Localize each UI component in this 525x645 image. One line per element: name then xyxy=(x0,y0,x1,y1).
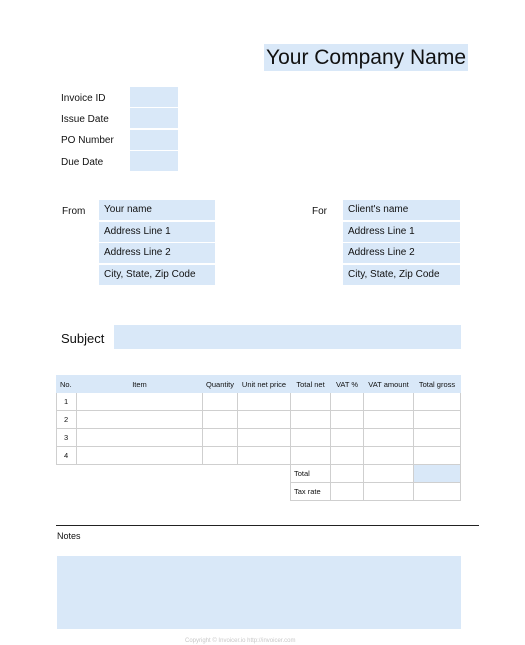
issue-date-label: Issue Date xyxy=(61,114,109,125)
invoice-id-field[interactable] xyxy=(130,87,178,107)
total-label: Total xyxy=(291,465,331,483)
tax-rate-vat-amount-cell[interactable] xyxy=(364,483,414,501)
tax-rate-vat-percent-cell[interactable] xyxy=(331,483,364,501)
total-row xyxy=(57,465,461,483)
tax-rate-label: Tax rate xyxy=(291,483,331,501)
vat-amount-cell[interactable] xyxy=(364,429,414,447)
quantity-cell[interactable] xyxy=(203,393,238,411)
client-name-field[interactable]: Client's name xyxy=(343,200,460,220)
subject-label: Subject xyxy=(61,331,105,346)
header-no: No. xyxy=(57,376,77,393)
header-vat-amount: VAT amount xyxy=(364,376,414,393)
from-name-field[interactable]: Your name xyxy=(99,200,215,220)
client-address-line-2-field[interactable]: Address Line 2 xyxy=(343,243,460,263)
vat-amount-cell[interactable] xyxy=(364,447,414,465)
due-date-label: Due Date xyxy=(61,157,104,168)
item-cell[interactable] xyxy=(77,411,203,429)
from-address-line-1-field[interactable]: Address Line 1 xyxy=(99,222,215,242)
total-net-cell[interactable] xyxy=(291,411,331,429)
table-row xyxy=(57,447,461,465)
unit-price-cell[interactable] xyxy=(238,429,291,447)
from-label: From xyxy=(62,206,86,217)
total-gross-cell[interactable] xyxy=(414,411,461,429)
from-city-field[interactable]: City, State, Zip Code xyxy=(99,265,215,285)
subject-field[interactable] xyxy=(114,325,461,349)
notes-field[interactable] xyxy=(57,556,461,629)
header-quantity: Quantity xyxy=(203,376,238,393)
row-number: 4 xyxy=(57,447,77,465)
unit-price-cell[interactable] xyxy=(238,411,291,429)
items-table xyxy=(56,375,461,501)
total-net-cell[interactable] xyxy=(291,447,331,465)
vat-percent-cell[interactable] xyxy=(331,393,364,411)
table-row xyxy=(57,429,461,447)
vat-amount-cell[interactable] xyxy=(364,411,414,429)
quantity-cell[interactable] xyxy=(203,411,238,429)
issue-date-field[interactable] xyxy=(130,108,178,128)
notes-label: Notes xyxy=(57,531,81,541)
footer-copyright: Copyright © Invoicer.io http://invoicer.com xyxy=(185,638,296,644)
header-unit-net-price: Unit net price xyxy=(238,376,291,393)
po-number-label: PO Number xyxy=(61,135,114,146)
item-cell[interactable] xyxy=(77,447,203,465)
quantity-cell[interactable] xyxy=(203,429,238,447)
client-address-line-1-field[interactable]: Address Line 1 xyxy=(343,222,460,242)
header-item: Item xyxy=(77,376,203,393)
total-net-cell[interactable] xyxy=(291,429,331,447)
row-number: 1 xyxy=(57,393,77,411)
po-number-field[interactable] xyxy=(130,130,178,150)
table-row xyxy=(57,393,461,411)
vat-percent-cell[interactable] xyxy=(331,411,364,429)
unit-price-cell[interactable] xyxy=(238,393,291,411)
row-number: 2 xyxy=(57,411,77,429)
tax-rate-row xyxy=(57,483,461,501)
total-gross-sum-cell[interactable] xyxy=(414,465,461,483)
total-gross-cell[interactable] xyxy=(414,429,461,447)
vat-amount-cell[interactable] xyxy=(364,393,414,411)
item-cell[interactable] xyxy=(77,429,203,447)
table-header-row xyxy=(57,376,461,393)
total-vat-amount-cell[interactable] xyxy=(364,465,414,483)
tax-rate-gross-cell[interactable] xyxy=(414,483,461,501)
quantity-cell[interactable] xyxy=(203,447,238,465)
total-net-cell[interactable] xyxy=(291,393,331,411)
total-vat-percent-cell[interactable] xyxy=(331,465,364,483)
table-row xyxy=(57,411,461,429)
header-total-net: Total net xyxy=(291,376,331,393)
client-city-field[interactable]: City, State, Zip Code xyxy=(343,265,460,285)
for-label: For xyxy=(312,206,327,217)
row-number: 3 xyxy=(57,429,77,447)
divider xyxy=(56,525,479,526)
from-address-line-2-field[interactable]: Address Line 2 xyxy=(99,243,215,263)
vat-percent-cell[interactable] xyxy=(331,429,364,447)
item-cell[interactable] xyxy=(77,393,203,411)
total-gross-cell[interactable] xyxy=(414,393,461,411)
vat-percent-cell[interactable] xyxy=(331,447,364,465)
header-vat-percent: VAT % xyxy=(331,376,364,393)
total-gross-cell[interactable] xyxy=(414,447,461,465)
company-name: Your Company Name xyxy=(266,46,466,69)
unit-price-cell[interactable] xyxy=(238,447,291,465)
invoice-id-label: Invoice ID xyxy=(61,93,106,104)
header-total-gross: Total gross xyxy=(414,376,461,393)
due-date-field[interactable] xyxy=(130,151,178,171)
